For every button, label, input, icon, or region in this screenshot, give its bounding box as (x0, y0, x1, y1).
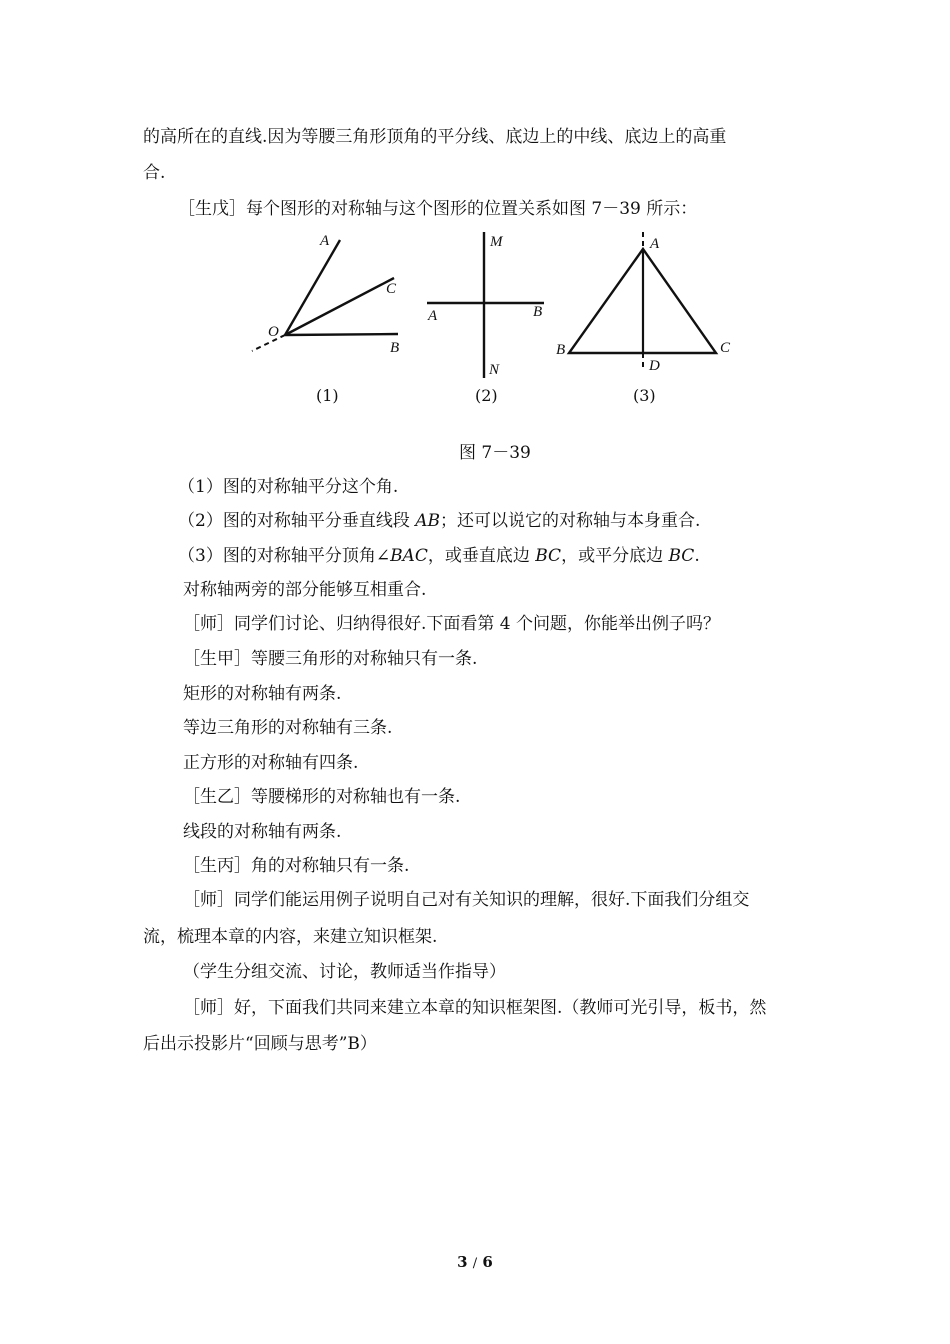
paragraph-line: （3）图的对称轴平分顶角∠BAC，或垂直底边 BC，或平分底边 BC. (178, 546, 700, 566)
paragraph-line: 正方形的对称轴有四条. (183, 753, 359, 773)
paragraph-line: 矩形的对称轴有两条. (183, 684, 342, 704)
paragraph-line: （学生分组交流、讨论，教师适当作指导） (183, 962, 506, 982)
point-label-b: B (533, 304, 543, 320)
paragraph-line: ［生丙］角的对称轴只有一条. (183, 856, 410, 876)
figure-1-angle (252, 233, 399, 356)
point-label-c: C (386, 281, 397, 297)
page-current: 3 (457, 1253, 468, 1271)
paragraph-line: 对称轴两旁的部分能够互相重合. (183, 580, 427, 600)
figure-sublabel-2: (2) (475, 386, 498, 405)
figure-sublabel-3: (3) (633, 386, 656, 405)
figure-caption: 图 7－39 (459, 443, 531, 463)
figure-2-segment (427, 232, 544, 378)
figure-sublabel-1: (1) (316, 386, 339, 405)
paragraph-line: ［生戊］每个图形的对称轴与这个图形的位置关系如图 7－39 所示： (178, 199, 698, 219)
paragraph-line: 等边三角形的对称轴有三条. (183, 718, 393, 738)
paragraph-line: （2）图的对称轴平分垂直线段 AB；还可以说它的对称轴与本身重合. (178, 511, 701, 531)
paragraph-line: （1）图的对称轴平分这个角. (178, 477, 399, 497)
point-label-c: C (720, 340, 731, 356)
point-label-o: O (268, 324, 279, 340)
page-number (0, 1253, 950, 1271)
paragraph-line: ［师］好，下面我们共同来建立本章的知识框架图.（教师可光引导，板书，然 (183, 998, 767, 1018)
paragraph-line: ［生甲］等腰三角形的对称轴只有一条. (183, 649, 478, 669)
paragraph-line: ［师］同学们能运用例子说明自己对有关知识的理解，很好.下面我们分组交 (183, 890, 750, 910)
paragraph-line: ［生乙］等腰梯形的对称轴也有一条. (183, 787, 461, 807)
point-label-m: M (490, 234, 503, 250)
paragraph-line: ［师］同学们讨论、归纳得很好.下面看第 4 个问题，你能举出例子吗？ (183, 614, 721, 634)
point-label-a: A (428, 308, 438, 324)
paragraph-line: 的高所在的直线.因为等腰三角形顶角的平分线、底边上的中线、底边上的高重 (143, 127, 727, 147)
paragraph-line: 合. (143, 163, 166, 183)
paragraph-line: 线段的对称轴有两条. (183, 822, 342, 842)
point-label-n: N (489, 362, 500, 378)
point-label-a: A (320, 233, 330, 249)
point-label-d: D (649, 358, 660, 374)
figure-3-triangle (556, 232, 731, 374)
figure-7-39 (0, 228, 950, 408)
point-label-b: B (556, 342, 566, 358)
point-label-a: A (650, 236, 660, 252)
paragraph-line: 后出示投影片“回顾与思考”B） (143, 1034, 377, 1054)
page-separator: / (472, 1256, 478, 1271)
page-total: 6 (482, 1253, 493, 1271)
paragraph-line: 流，梳理本章的内容，来建立知识框架. (143, 927, 438, 947)
point-label-b: B (390, 340, 400, 356)
